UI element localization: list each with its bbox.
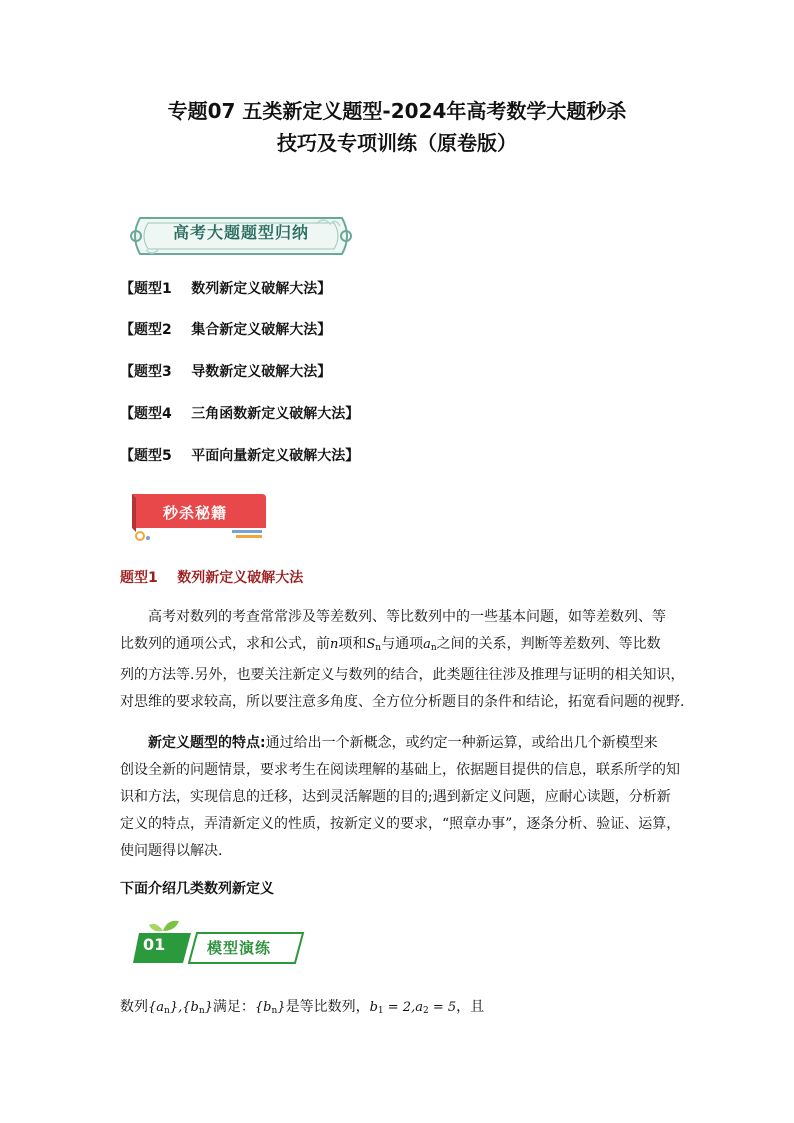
intro-text: 下面介绍几类数列新定义 <box>120 881 274 897</box>
math-a: a <box>423 637 431 652</box>
paragraph-1 <box>120 604 685 716</box>
summary-banner-label: 高考大题题型归纳 <box>172 223 309 242</box>
paragraph-2-line-5: 使问题得以解决. <box>120 843 223 859</box>
paragraph-2-line-4: 定义的特点，弄清新定义的性质，按新定义的要求，“照章办事”，逐条分析、验证、运算， <box>120 816 681 832</box>
paragraph-2 <box>120 730 681 865</box>
math-conditions <box>370 1000 457 1015</box>
paragraph-2-line-2: 创设全新的问题情景，要求考生在阅读理解的基础上，依据题目提供的信息，联系所学的知 <box>120 762 680 778</box>
text-fragment: 比数列的通项公式，求和公式，前 <box>120 636 330 652</box>
model-practice-badge <box>133 917 305 967</box>
type-item-2: 【题型2 集合新定义破解大法】 <box>120 322 332 338</box>
paragraph-2-line-1 <box>120 730 676 757</box>
math-sub: n <box>430 643 437 653</box>
math-sub: n <box>198 1006 205 1016</box>
math-Sn <box>366 637 381 652</box>
math-sub: n <box>375 643 382 653</box>
math-part: {b <box>254 1000 272 1015</box>
math-sub: 1 <box>377 1006 384 1016</box>
page-title-line-2: 技巧及专项训练（原卷版） <box>277 131 517 155</box>
summary-banner <box>126 210 356 262</box>
badge-number: 01 <box>143 935 166 954</box>
paragraph-2-line-3: 识和方法，实现信息的迁移，达到灵活解题的目的;遇到新定义问题，应耐心读题，分析新 <box>120 789 671 805</box>
page-title-line-1: 专题07 五类新定义题型-2024年高考数学大题秒杀 <box>167 99 627 123</box>
math-S: S <box>366 637 376 652</box>
text-fragment: 与通项 <box>381 636 424 652</box>
math-part: },{b <box>169 1000 199 1015</box>
math-sub: 2 <box>422 1006 429 1016</box>
math-part: = 2, <box>383 1000 416 1015</box>
text-fragment: 满足： <box>212 999 255 1015</box>
paragraph-1-line-3: 列的方法等.另外，也要关注新定义与数列的结合，此类题往往涉及推理与证明的相关知识， <box>120 667 685 683</box>
secret-banner <box>128 490 270 542</box>
math-sub: n <box>271 1006 278 1016</box>
problem-statement <box>120 996 484 1016</box>
math-part: a <box>415 1000 423 1015</box>
math-n: n <box>330 637 339 652</box>
math-an <box>423 637 437 652</box>
section-heading: 题型1 数列新定义破解大法 <box>120 570 304 586</box>
text-fragment: 数列 <box>120 999 148 1015</box>
math-part: } <box>204 1000 213 1015</box>
paragraph-1-line-4: 对思维的要求较高，所以要注意多角度、全方位分析题目的条件和结论，拓宽看问题的视野. <box>120 694 685 710</box>
text-fragment: 之间的关系，判断等差数列、等比数 <box>436 636 661 652</box>
math-sequences <box>148 1000 213 1015</box>
type-item-1: 【题型1 数列新定义破解大法】 <box>120 281 332 297</box>
badge-label: 模型演练 <box>207 939 272 957</box>
math-part: } <box>277 1000 286 1015</box>
math-sub: n <box>164 1006 170 1016</box>
paragraph-1-line-2 <box>120 631 676 662</box>
feature-lead: 新定义题型的特点: <box>148 735 266 751</box>
math-part: {a <box>148 1000 165 1015</box>
text-fragment: ，且 <box>456 999 485 1015</box>
type-item-3: 【题型3 导数新定义破解大法】 <box>120 364 332 380</box>
text-fragment: 是等比数列， <box>285 999 370 1015</box>
text-fragment: 项和 <box>338 636 367 652</box>
text-fragment: 通过给出一个新概念，或约定一种新运算，或给出几个新模型来 <box>265 735 658 751</box>
math-bn <box>255 1000 286 1015</box>
type-item-5: 【题型5 平面向量新定义破解大法】 <box>120 448 360 464</box>
math-part: = 5 <box>428 1000 457 1015</box>
type-item-4: 【题型4 三角函数新定义破解大法】 <box>120 406 360 422</box>
math-part: b <box>369 1000 378 1015</box>
paragraph-1-line-1: 高考对数列的考查常常涉及等差数列、等比数列中的一些基本问题，如等差数列、等 <box>148 609 666 625</box>
secret-banner-label: 秒杀秘籍 <box>162 504 227 522</box>
